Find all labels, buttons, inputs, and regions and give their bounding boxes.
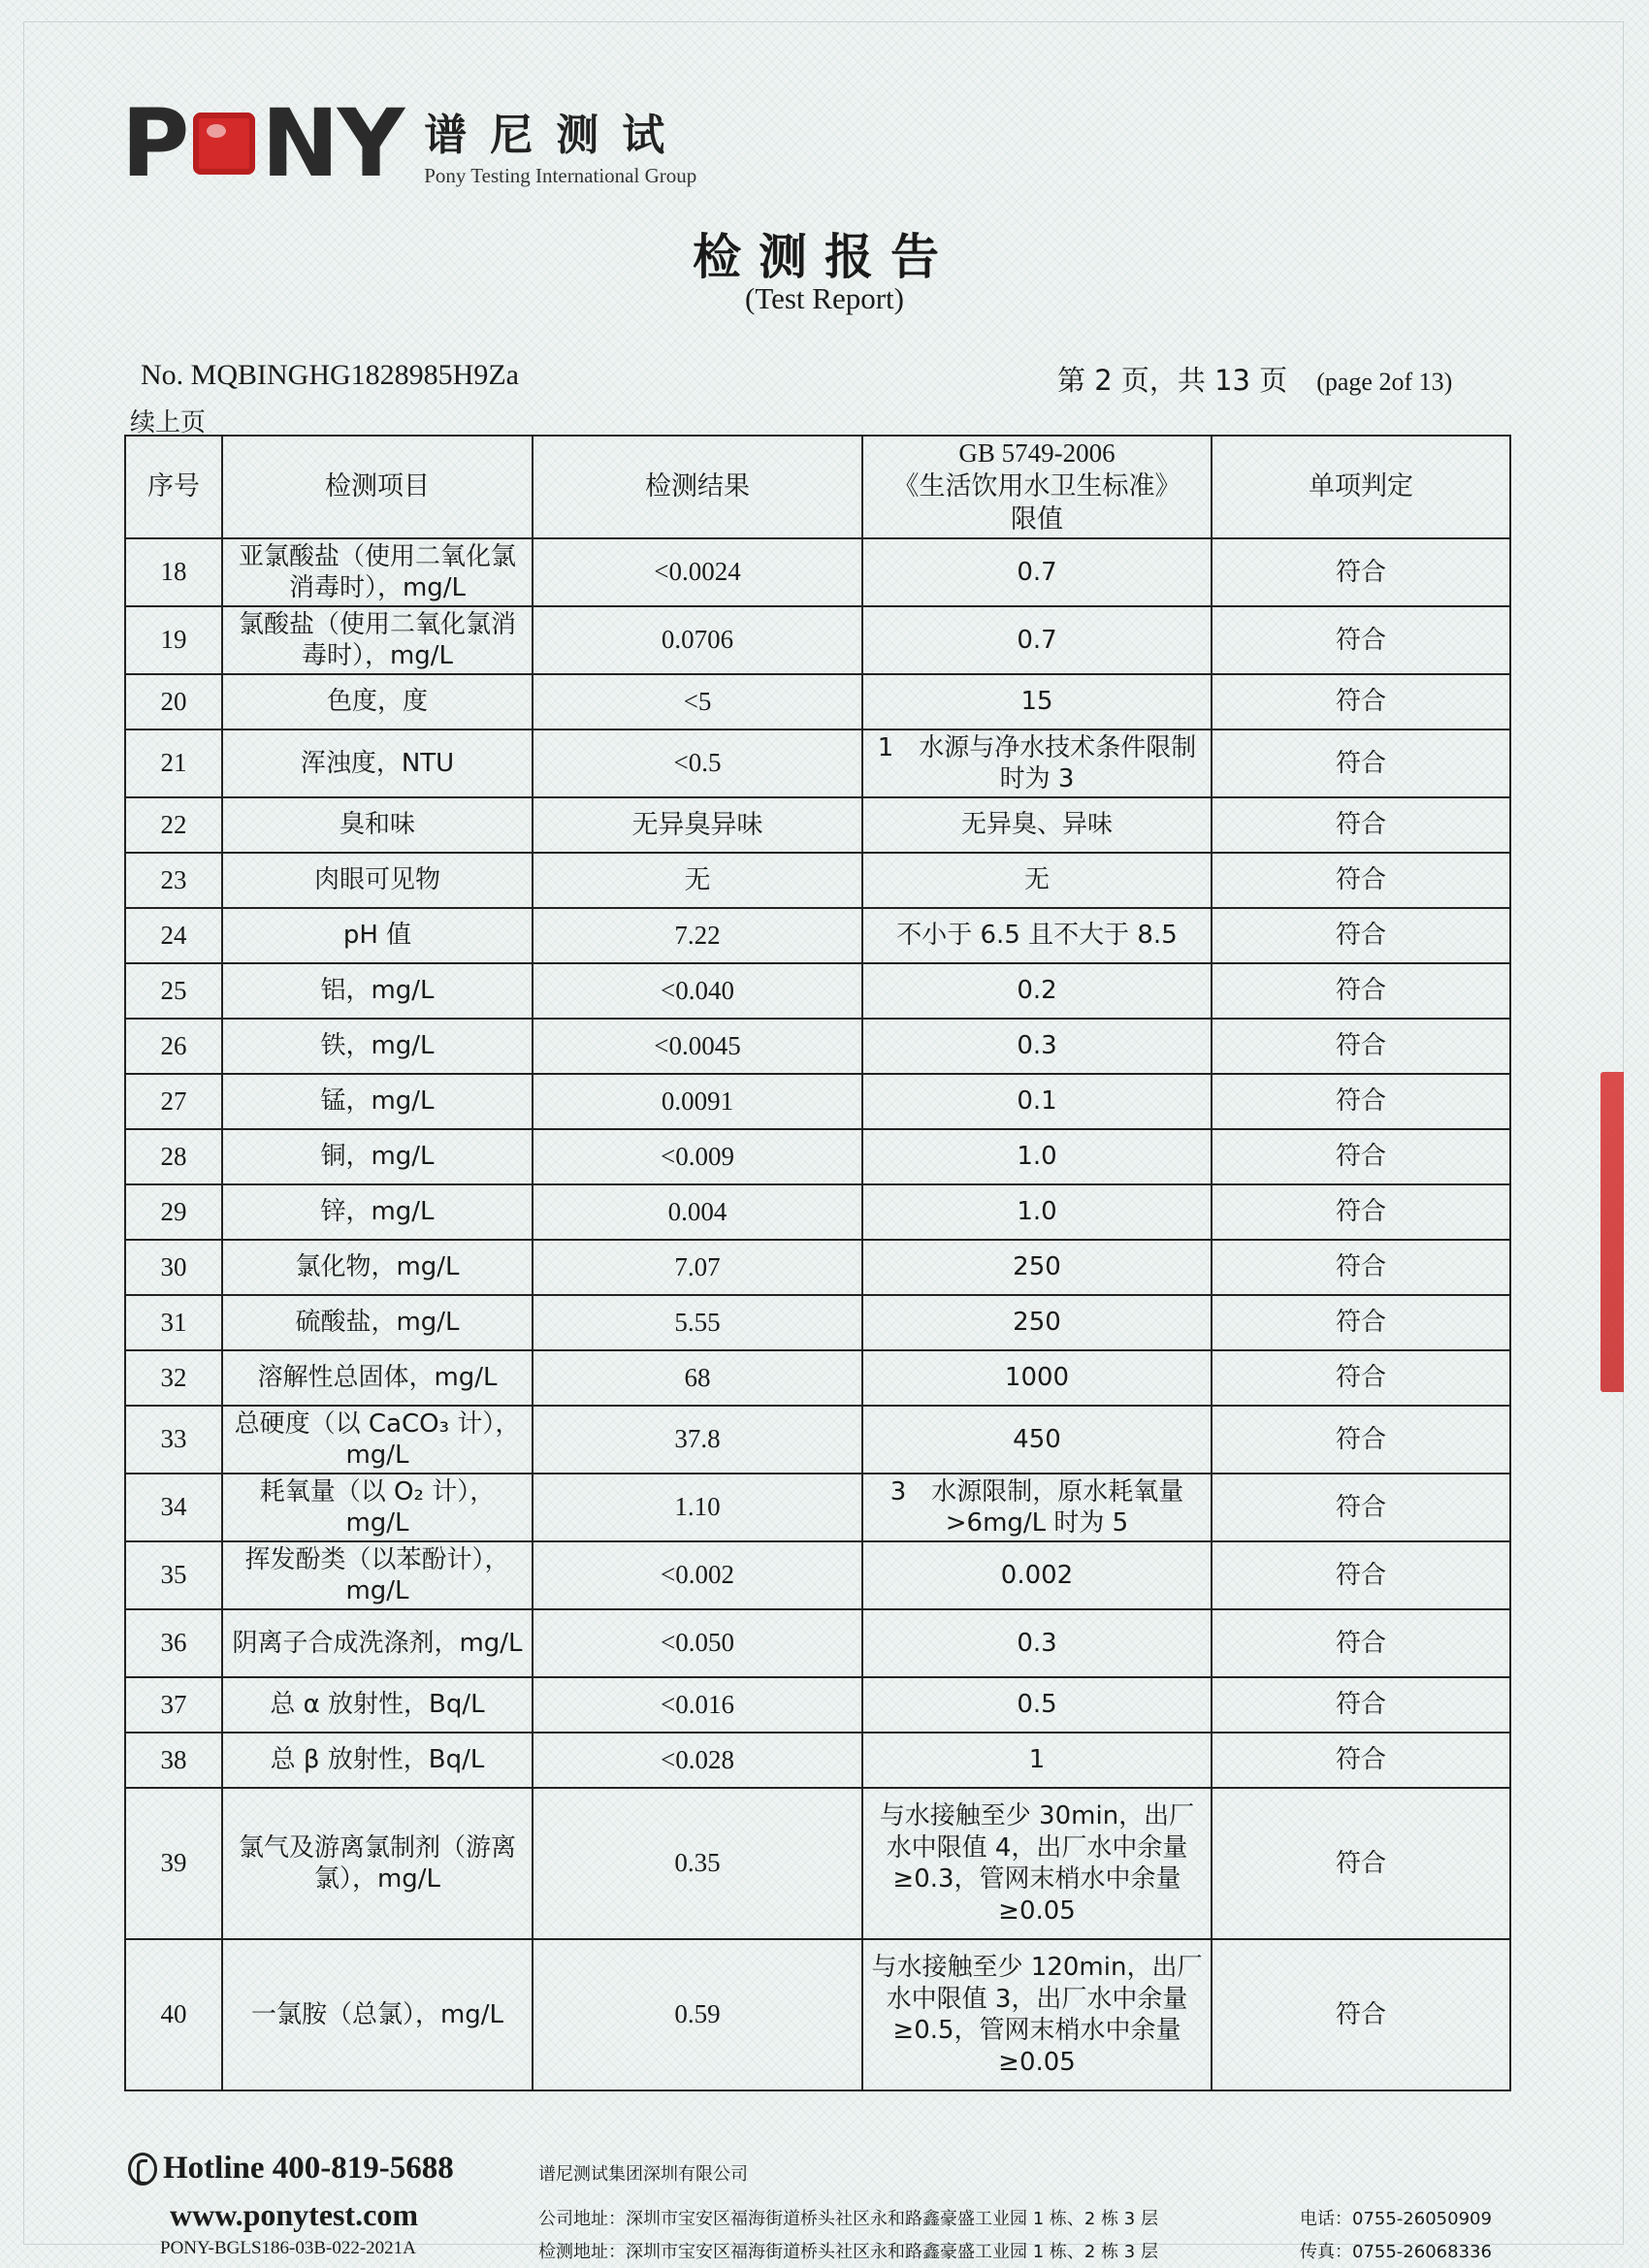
- row-seq: 34: [125, 1474, 222, 1541]
- row-item: 总 α 放射性，Bq/L: [222, 1677, 533, 1733]
- row-seq: 28: [125, 1129, 222, 1184]
- row-result: 0.004: [533, 1184, 862, 1240]
- header-item: 检测项目: [222, 436, 533, 538]
- row-seq: 31: [125, 1295, 222, 1350]
- report-number: No. MQBINGHG1828985H9Za: [141, 359, 519, 391]
- table-row: [125, 729, 1510, 797]
- row-judgment: 符合: [1212, 1184, 1510, 1240]
- row-seq: 36: [125, 1609, 222, 1677]
- row-item: pH 值: [222, 908, 533, 963]
- row-seq: 30: [125, 1240, 222, 1295]
- results-body: [125, 538, 1510, 2090]
- row-item: 挥发酚类（以苯酚计），mg/L: [222, 1541, 533, 1609]
- row-limit: 0.1: [862, 1074, 1212, 1129]
- row-limit: 1 水源与净水技术条件限制时为 3: [862, 729, 1212, 797]
- table-row: [125, 908, 1510, 963]
- row-result: 0.59: [533, 1939, 862, 2090]
- red-seal-stamp: [1600, 1072, 1624, 1392]
- row-result: <0.0024: [533, 538, 862, 606]
- row-item: 硫酸盐，mg/L: [222, 1295, 533, 1350]
- row-seq: 20: [125, 674, 222, 729]
- row-seq: 37: [125, 1677, 222, 1733]
- row-limit: 无异臭、异味: [862, 797, 1212, 853]
- row-limit: 250: [862, 1240, 1212, 1295]
- row-seq: 26: [125, 1019, 222, 1074]
- row-judgment: 符合: [1212, 853, 1510, 908]
- logo-o-mark-icon: [193, 113, 255, 175]
- continued-label: 续上页: [130, 408, 207, 437]
- row-result: <0.050: [533, 1609, 862, 1677]
- row-item: 溶解性总固体，mg/L: [222, 1350, 533, 1406]
- website: www.ponytest.com: [170, 2197, 418, 2232]
- logo-wordmark: [121, 89, 404, 198]
- row-seq: 40: [125, 1939, 222, 2090]
- row-judgment: 符合: [1212, 963, 1510, 1019]
- row-limit: 0.7: [862, 606, 1212, 674]
- header-limit-standard: GB 5749-2006: [958, 438, 1116, 469]
- table-row: [125, 606, 1510, 674]
- row-result: 1.10: [533, 1474, 862, 1541]
- row-item: 阴离子合成洗涤剂，mg/L: [222, 1609, 533, 1677]
- table-header-row: [125, 436, 1510, 538]
- page-info-en: (page 2of 13): [1316, 368, 1453, 396]
- table-row: [125, 797, 1510, 853]
- row-judgment: 符合: [1212, 1074, 1510, 1129]
- row-item: 铜，mg/L: [222, 1129, 533, 1184]
- hotline-text: Hotline 400-819-5688: [163, 2151, 454, 2186]
- row-result: <0.028: [533, 1733, 862, 1788]
- row-limit: 与水接触至少 30min，出厂水中限值 4，出厂水中余量≥0.3，管网末梢水中余量≥0.05: [862, 1788, 1212, 1939]
- row-item: 氯酸盐（使用二氧化氯消毒时），mg/L: [222, 606, 533, 674]
- row-result: 7.22: [533, 908, 862, 963]
- row-item: 氯气及游离氯制剂（游离氯），mg/L: [222, 1788, 533, 1939]
- row-judgment: 符合: [1212, 1295, 1510, 1350]
- page-info: [1057, 359, 1452, 399]
- phone-icon: [128, 2153, 157, 2186]
- table-row: [125, 853, 1510, 908]
- row-limit: 0.7: [862, 538, 1212, 606]
- row-result: <5: [533, 674, 862, 729]
- row-judgment: 符合: [1212, 1240, 1510, 1295]
- row-limit: 1.0: [862, 1184, 1212, 1240]
- company-name: 谱尼测试集团深圳有限公司: [538, 2164, 748, 2185]
- table-row: [125, 1733, 1510, 1788]
- row-result: <0.016: [533, 1677, 862, 1733]
- table-row: [125, 1939, 1510, 2090]
- table-row: [125, 1074, 1510, 1129]
- row-limit: 250: [862, 1295, 1212, 1350]
- header-limit-label: 限值: [1011, 503, 1063, 535]
- table-row: [125, 1609, 1510, 1677]
- row-item: 肉眼可见物: [222, 853, 533, 908]
- hotline: [128, 2151, 454, 2187]
- report-title-cn: 检测报告: [693, 229, 956, 285]
- row-limit: 1000: [862, 1350, 1212, 1406]
- table-row: [125, 1677, 1510, 1733]
- table-row: [125, 1295, 1510, 1350]
- row-seq: 19: [125, 606, 222, 674]
- row-judgment: 符合: [1212, 1788, 1510, 1939]
- company-logo: [121, 89, 697, 198]
- row-judgment: 符合: [1212, 1609, 1510, 1677]
- row-result: <0.040: [533, 963, 862, 1019]
- row-seq: 33: [125, 1406, 222, 1474]
- logo-side-text: [424, 100, 696, 188]
- report-title-en: (Test Report): [745, 281, 904, 315]
- row-result: <0.0045: [533, 1019, 862, 1074]
- row-judgment: 符合: [1212, 1129, 1510, 1184]
- table-row: [125, 1350, 1510, 1406]
- row-judgment: 符合: [1212, 1019, 1510, 1074]
- table-row: [125, 1129, 1510, 1184]
- logo-word-right: NY: [261, 89, 404, 198]
- phone-number: 电话：0755-26050909: [1300, 2209, 1492, 2229]
- row-seq: 29: [125, 1184, 222, 1240]
- row-result: 0.35: [533, 1788, 862, 1939]
- row-limit: 0.3: [862, 1609, 1212, 1677]
- row-judgment: 符合: [1212, 674, 1510, 729]
- row-seq: 25: [125, 963, 222, 1019]
- row-result: 37.8: [533, 1406, 862, 1474]
- row-judgment: 符合: [1212, 1733, 1510, 1788]
- row-judgment: 符合: [1212, 1406, 1510, 1474]
- row-result: <0.009: [533, 1129, 862, 1184]
- row-result: 5.55: [533, 1295, 862, 1350]
- row-limit: 0.5: [862, 1677, 1212, 1733]
- row-judgment: 符合: [1212, 1939, 1510, 2090]
- table-row: [125, 538, 1510, 606]
- fax-number: 传真：0755-26068336: [1300, 2242, 1492, 2262]
- logo-en: Pony Testing International Group: [424, 163, 697, 187]
- row-item: 铝，mg/L: [222, 963, 533, 1019]
- row-item: 浑浊度，NTU: [222, 729, 533, 797]
- row-limit: 3 水源限制，原水耗氧量>6mg/L 时为 5: [862, 1474, 1212, 1541]
- row-item: 总硬度（以 CaCO₃ 计），mg/L: [222, 1406, 533, 1474]
- row-limit: 0.2: [862, 963, 1212, 1019]
- row-item: 氯化物，mg/L: [222, 1240, 533, 1295]
- row-item: 锌，mg/L: [222, 1184, 533, 1240]
- row-seq: 38: [125, 1733, 222, 1788]
- header-seq: 序号: [125, 436, 222, 538]
- row-seq: 23: [125, 853, 222, 908]
- row-item: 锰，mg/L: [222, 1074, 533, 1129]
- table-row: [125, 1019, 1510, 1074]
- row-judgment: 符合: [1212, 1350, 1510, 1406]
- header-limit: [862, 436, 1212, 538]
- row-item: 一氯胺（总氯），mg/L: [222, 1939, 533, 2090]
- row-judgment: 符合: [1212, 1474, 1510, 1541]
- document-code: PONY-BGLS186-03B-022-2021A: [160, 2238, 416, 2258]
- table-row: [125, 1474, 1510, 1541]
- row-limit: 1.0: [862, 1129, 1212, 1184]
- page-info-cn: 第 2 页，共 13 页: [1057, 364, 1288, 397]
- row-judgment: 符合: [1212, 606, 1510, 674]
- row-seq: 21: [125, 729, 222, 797]
- row-seq: 22: [125, 797, 222, 853]
- row-result: 0.0706: [533, 606, 862, 674]
- row-seq: 32: [125, 1350, 222, 1406]
- row-item: 色度，度: [222, 674, 533, 729]
- row-result: <0.002: [533, 1541, 862, 1609]
- row-result: 无: [533, 853, 862, 908]
- row-item: 亚氯酸盐（使用二氧化氯消毒时），mg/L: [222, 538, 533, 606]
- row-limit: 0.3: [862, 1019, 1212, 1074]
- row-result: 无异臭异味: [533, 797, 862, 853]
- row-judgment: 符合: [1212, 1677, 1510, 1733]
- header-limit-standard-name: 《生活饮用水卫生标准》: [892, 471, 1181, 502]
- row-item: 耗氧量（以 O₂ 计），mg/L: [222, 1474, 533, 1541]
- row-judgment: 符合: [1212, 538, 1510, 606]
- results-table: [124, 435, 1511, 2091]
- row-limit: 无: [862, 853, 1212, 908]
- row-item: 铁，mg/L: [222, 1019, 533, 1074]
- company-address: 公司地址：深圳市宝安区福海街道桥头社区永和路鑫豪盛工业园 1 栋、2 栋 3 层: [538, 2209, 1158, 2229]
- row-seq: 27: [125, 1074, 222, 1129]
- row-seq: 35: [125, 1541, 222, 1609]
- test-address: 检测地址：深圳市宝安区福海街道桥头社区永和路鑫豪盛工业园 1 栋、2 栋 3 层: [538, 2242, 1158, 2262]
- row-limit: 15: [862, 674, 1212, 729]
- header-judgment: 单项判定: [1212, 436, 1510, 538]
- row-seq: 39: [125, 1788, 222, 1939]
- logo-word-left: P: [121, 89, 188, 198]
- row-limit: 450: [862, 1406, 1212, 1474]
- row-limit: 与水接触至少 120min，出厂水中限值 3，出厂水中余量≥0.5，管网末梢水中余量≥0.05: [862, 1939, 1212, 2090]
- row-item: 臭和味: [222, 797, 533, 853]
- row-limit: 0.002: [862, 1541, 1212, 1609]
- row-limit: 不小于 6.5 且不大于 8.5: [862, 908, 1212, 963]
- table-row: [125, 674, 1510, 729]
- row-judgment: 符合: [1212, 797, 1510, 853]
- row-judgment: 符合: [1212, 908, 1510, 963]
- table-row: [125, 1541, 1510, 1609]
- row-result: 68: [533, 1350, 862, 1406]
- row-seq: 24: [125, 908, 222, 963]
- row-item: 总 β 放射性，Bq/L: [222, 1733, 533, 1788]
- table-row: [125, 963, 1510, 1019]
- header-result: 检测结果: [533, 436, 862, 538]
- row-limit: 1: [862, 1733, 1212, 1788]
- table-row: [125, 1788, 1510, 1939]
- row-judgment: 符合: [1212, 729, 1510, 797]
- table-row: [125, 1406, 1510, 1474]
- row-judgment: 符合: [1212, 1541, 1510, 1609]
- row-seq: 18: [125, 538, 222, 606]
- table-row: [125, 1184, 1510, 1240]
- logo-cn: 谱尼测试: [424, 110, 689, 160]
- row-result: 0.0091: [533, 1074, 862, 1129]
- row-result: <0.5: [533, 729, 862, 797]
- table-row: [125, 1240, 1510, 1295]
- row-result: 7.07: [533, 1240, 862, 1295]
